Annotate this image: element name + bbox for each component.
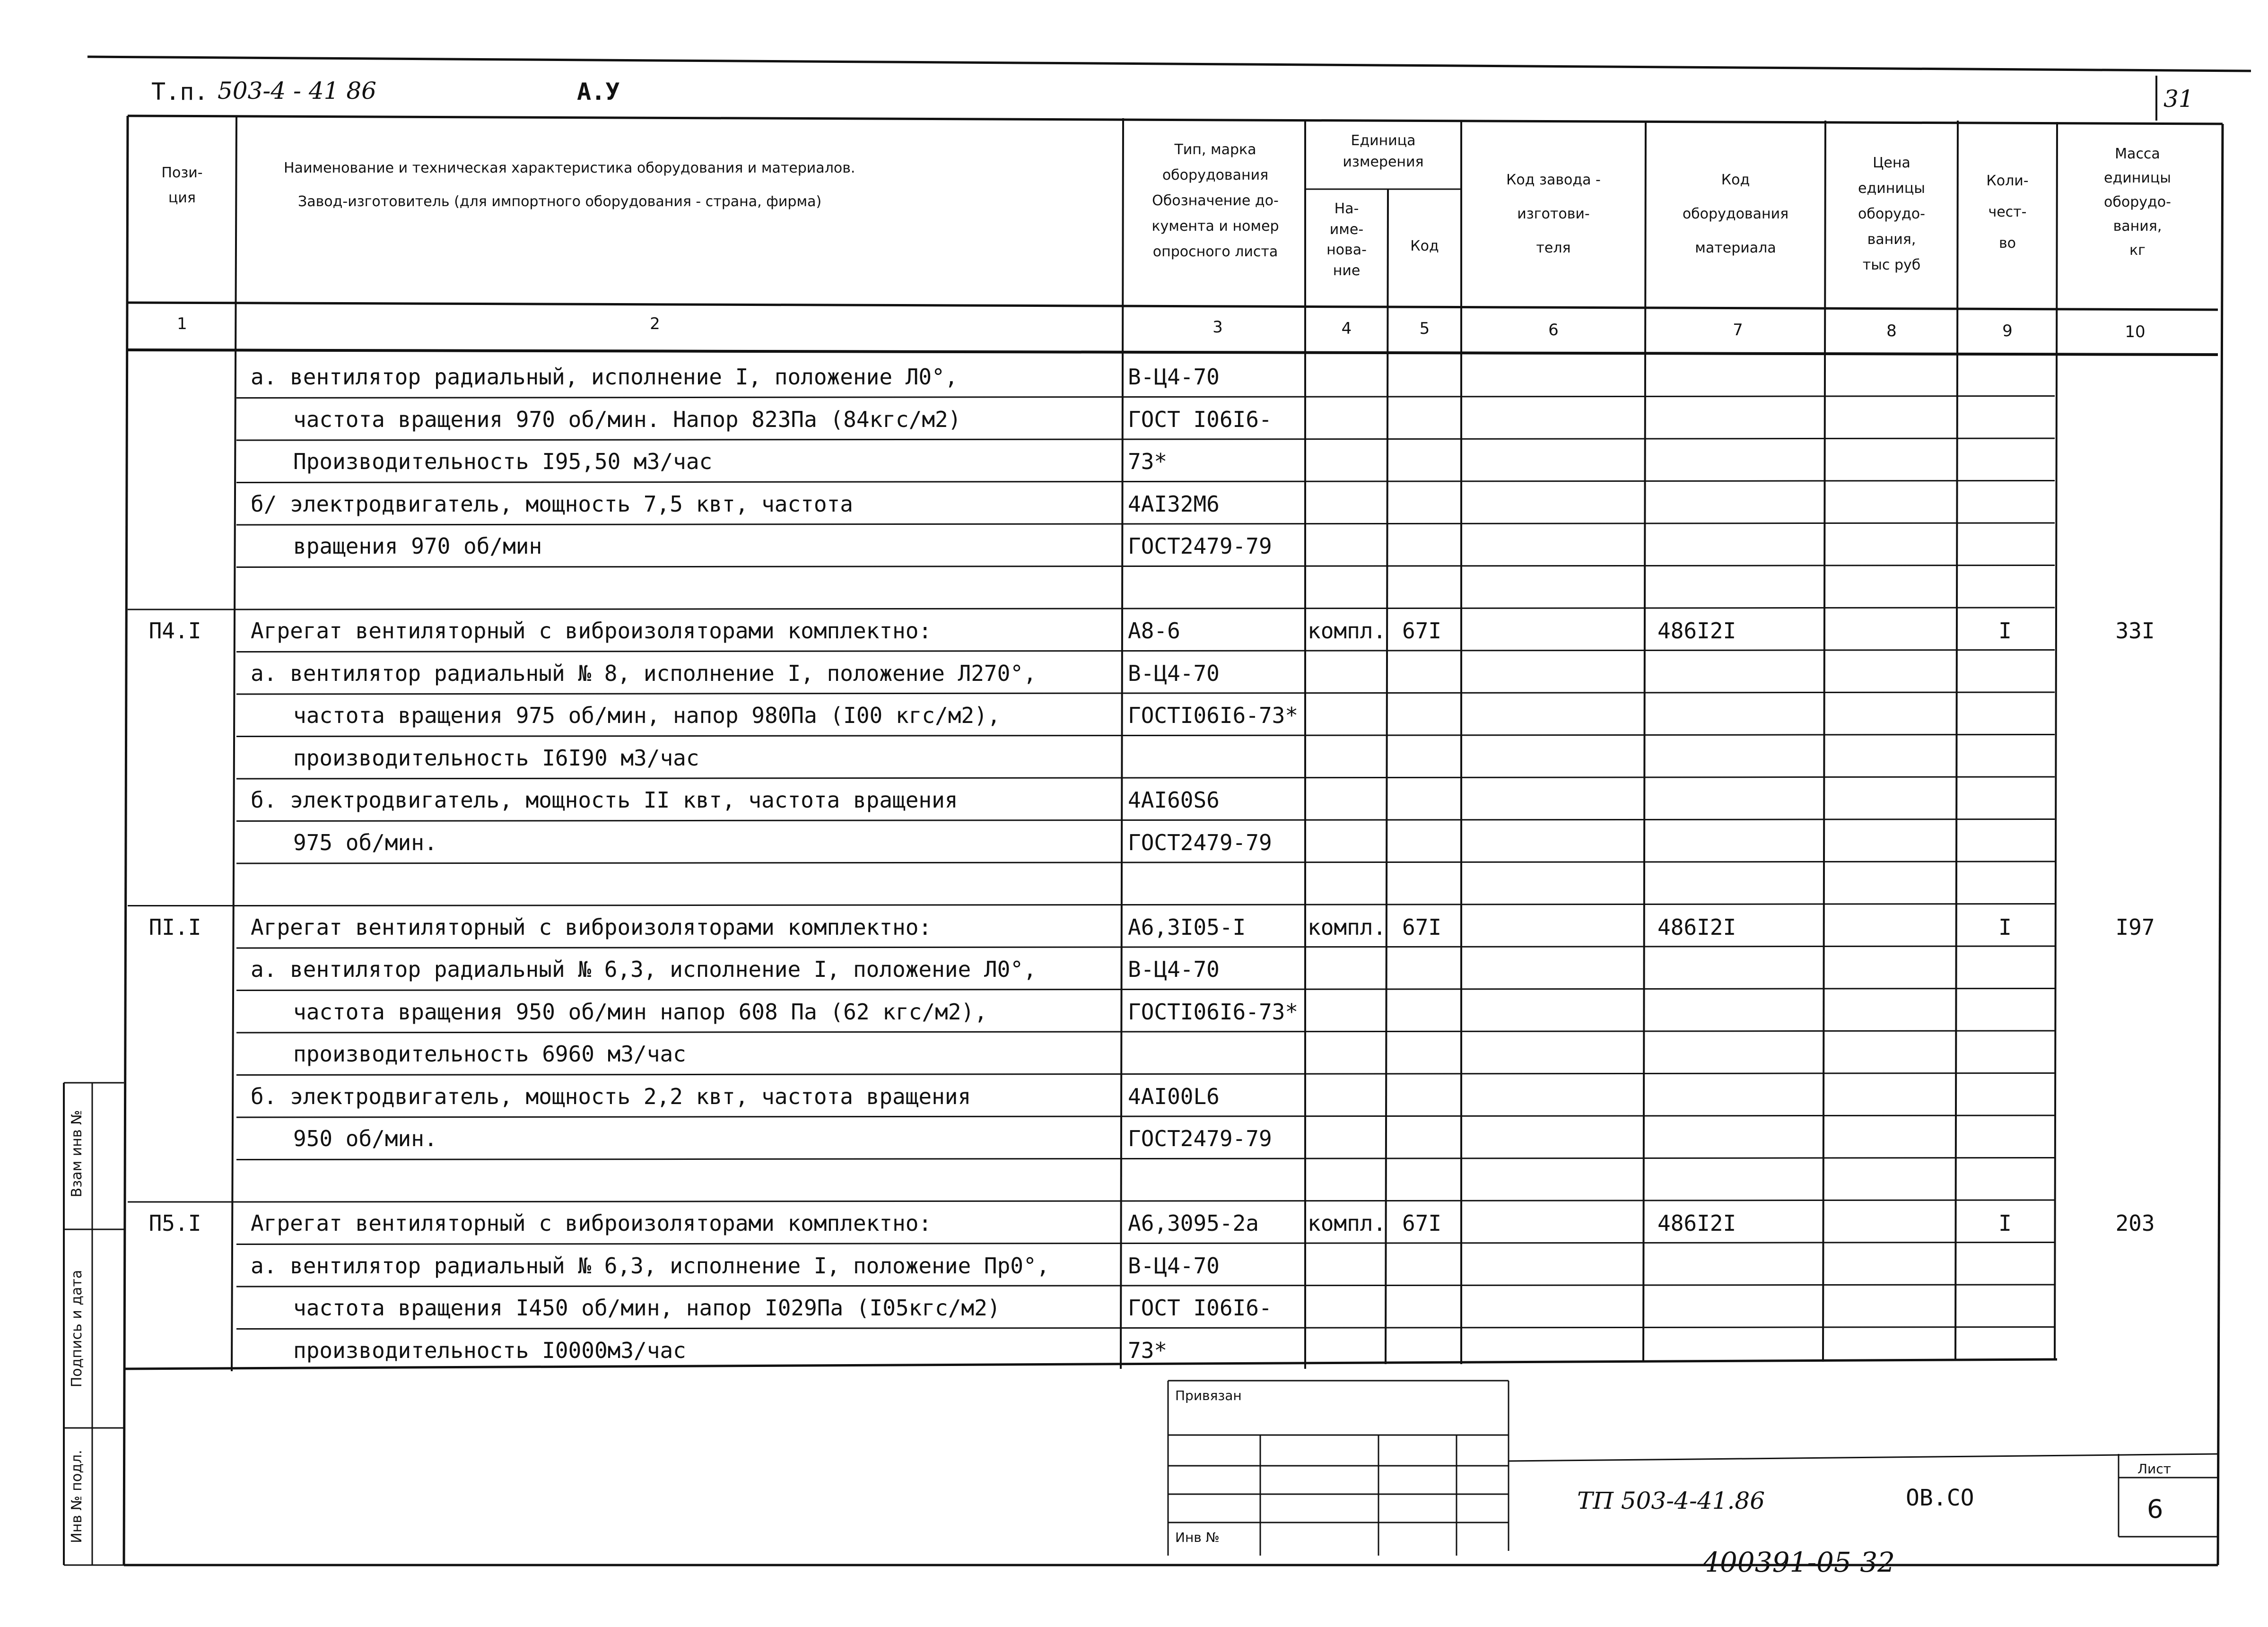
stamp-doc-code: ТП 503-4-41.86 [1577, 1487, 1765, 1514]
col-number-2: 2 [650, 314, 660, 333]
row-divider [236, 608, 2055, 609]
row-unit: компл. [1308, 914, 1387, 940]
row-divider [236, 1158, 2055, 1160]
row-position: П5.I [148, 1210, 201, 1236]
row-type: ГОСТ2479-79 [1128, 829, 1272, 855]
row-divider [236, 1327, 2055, 1329]
row-type: ГОСТ I06I6- [1128, 1295, 1272, 1321]
row-quantity: I [1998, 1210, 2012, 1236]
row-name: б. электродвигатель, мощность II квт, частота вращения [251, 787, 958, 813]
row-divider [236, 692, 2055, 694]
row-name: производительность I0000м3/час [293, 1337, 686, 1363]
header-name-line1: Наименование и техническая характеристика оборудования и материалов. [284, 160, 855, 176]
col-number-1: 1 [177, 314, 187, 333]
row-name: б/ электродвигатель, мощность 7,5 квт, частота [251, 491, 853, 517]
col-number-9: 9 [2002, 322, 2013, 340]
row-type: ГОСТ2479-79 [1128, 533, 1272, 559]
header-type: Тип, марка оборудования Обозначение до- кумента и номер опросного листа [1151, 141, 1279, 260]
header-factory-code: Код завода - изготови- теля [1506, 172, 1601, 256]
row-divider [236, 650, 2055, 652]
side-label-vzam-inv: Взам инв № [69, 1110, 85, 1198]
row-type: А8-6 [1128, 618, 1180, 644]
row-position: П4.I [148, 618, 201, 644]
row-type: 4АI60S6 [1128, 787, 1220, 813]
row-name: производительность I6I90 м3/час [293, 745, 699, 771]
header-unit-code: Код [1410, 238, 1439, 254]
row-type: ГОСТ2479-79 [1128, 1126, 1272, 1151]
col-number-10: 10 [2125, 322, 2146, 341]
doc-prefix: Т.п. [151, 78, 209, 105]
col-number-3: 3 [1213, 318, 1223, 337]
header-name-line2: Завод-изготовитель (для импортного оборудования - страна, фирма) [298, 193, 822, 210]
row-material-code: 486I2I [1657, 618, 1736, 644]
header-material-code: Код оборудования материала [1682, 172, 1789, 256]
row-name: Агрегат вентиляторный с виброизоляторами комплектно: [251, 618, 932, 644]
row-name: 975 об/мин. [293, 829, 437, 855]
row-name: частота вращения 975 об/мин, напор 980Па (I00 кгс/м2), [293, 703, 1001, 728]
row-divider [236, 777, 2055, 779]
row-type: ГОСТI06I6-73* [1128, 703, 1299, 728]
doc-number-handwritten: 503-4 - 41 86 [218, 77, 376, 104]
header-mass: Масса единицы оборудо- вания, кг [2104, 146, 2171, 259]
row-divider [236, 861, 2055, 863]
row-name: а. вентилятор радиальный № 6,3, исполнение I, положение Л0°, [251, 957, 1037, 982]
row-divider [236, 946, 2055, 948]
row-divider [236, 1200, 2055, 1202]
header-position: Пози- ция [161, 165, 203, 206]
row-unit-code: 67I [1402, 914, 1442, 940]
col-number-8: 8 [1886, 322, 1897, 340]
row-name: а. вентилятор радиальный № 8, исполнение I, положение Л270°, [251, 660, 1037, 686]
row-mass: 203 [2115, 1210, 2155, 1236]
header-price: Цена единицы оборудо- вания, тыс руб [1858, 155, 1925, 273]
row-position: ПI.I [148, 914, 201, 940]
row-name: частота вращения 950 об/мин напор 608 Па (62 кгс/м2), [293, 999, 987, 1025]
row-type: ГОСТ I06I6- [1128, 406, 1272, 432]
header-unit-group: Единица измерения [1343, 132, 1424, 170]
row-unit-code: 67I [1402, 1210, 1442, 1236]
row-divider [236, 1243, 2055, 1244]
row-divider [236, 438, 2055, 440]
row-quantity: I [1998, 914, 2012, 940]
side-label-podpis-data: Подпись и дата [69, 1270, 85, 1388]
row-divider [236, 904, 2055, 906]
row-divider [236, 735, 2055, 737]
stamp-list-number: 6 [2147, 1494, 2163, 1524]
row-divider [236, 1115, 2055, 1117]
row-name: а. вентилятор радиальный № 6,3, исполнение I, положение Пр0°, [251, 1253, 1050, 1279]
row-type: 4АI00L6 [1128, 1083, 1220, 1109]
row-divider [236, 1073, 2055, 1075]
row-name: частота вращения 970 об/мин. Напор 823Па (84кгс/м2) [293, 406, 961, 432]
header-name [284, 156, 1107, 214]
row-divider [236, 396, 2055, 398]
row-name: а. вентилятор радиальный, исполнение I, положение Л0°, [251, 364, 958, 390]
row-quantity: I [1998, 618, 2012, 644]
col-number-4: 4 [1341, 319, 1352, 338]
doc-section: А.У [577, 78, 620, 105]
stamp-privyazan: Привязан [1175, 1388, 1242, 1403]
row-name: Производительность I95,50 м3/час [293, 449, 713, 474]
row-divider [236, 566, 2055, 567]
row-type: В-Ц4-70 [1128, 957, 1220, 982]
row-unit: компл. [1308, 1210, 1387, 1236]
row-type: 4АI32М6 [1128, 491, 1220, 517]
row-type: В-Ц4-70 [1128, 1253, 1220, 1279]
row-name: Агрегат вентиляторный с виброизоляторами комплектно: [251, 914, 932, 940]
stamp-mark: ОВ.СО [1906, 1485, 1974, 1511]
row-type: ГОСТI06I6-73* [1128, 999, 1299, 1025]
row-name: б. электродвигатель, мощность 2,2 квт, частота вращения [251, 1083, 971, 1109]
row-name: производительность 6960 м3/час [293, 1041, 686, 1067]
col-number-7: 7 [1733, 321, 1743, 339]
row-unit-code: 67I [1402, 618, 1442, 644]
stamp-inv-no: Инв № [1175, 1530, 1220, 1545]
col-number-5: 5 [1419, 319, 1430, 338]
row-name: частота вращения I450 об/мин, напор I029Па (I05кгс/м2) [293, 1295, 1001, 1321]
row-material-code: 486I2I [1657, 914, 1736, 940]
row-type: 73* [1128, 449, 1168, 474]
col-number-6: 6 [1548, 321, 1559, 339]
stamp-list-label: Лист [2137, 1461, 2171, 1477]
row-divider [236, 819, 2055, 821]
row-divider [236, 989, 2055, 991]
row-divider [236, 481, 2055, 483]
archive-number-handwritten: 400391-05 32 [1702, 1546, 1895, 1578]
row-name: вращения 970 об/мин [293, 533, 542, 559]
row-divider [236, 1285, 2055, 1287]
row-type: В-Ц4-70 [1128, 364, 1220, 390]
row-mass: 33I [2115, 618, 2155, 644]
header-quantity: Коли- чест- во [1986, 173, 2029, 252]
row-name: 950 об/мин. [293, 1126, 437, 1151]
row-name: Агрегат вентиляторный с виброизоляторами комплектно: [251, 1210, 932, 1236]
side-label-inv-podl: Инв № подл. [69, 1450, 85, 1543]
row-mass: I97 [2115, 914, 2155, 940]
header-unit-name: На- име- нова- ние [1326, 200, 1367, 279]
row-type: А6,3095-2а [1128, 1210, 1259, 1236]
sheet-corner-number: 31 [2163, 85, 2194, 113]
row-divider [236, 1031, 2055, 1033]
row-material-code: 486I2I [1657, 1210, 1736, 1236]
row-type: 73* [1128, 1337, 1168, 1363]
row-divider [236, 523, 2055, 525]
row-type: В-Ц4-70 [1128, 660, 1220, 686]
row-unit: компл. [1308, 618, 1387, 644]
row-type: А6,3I05-I [1128, 914, 1246, 940]
